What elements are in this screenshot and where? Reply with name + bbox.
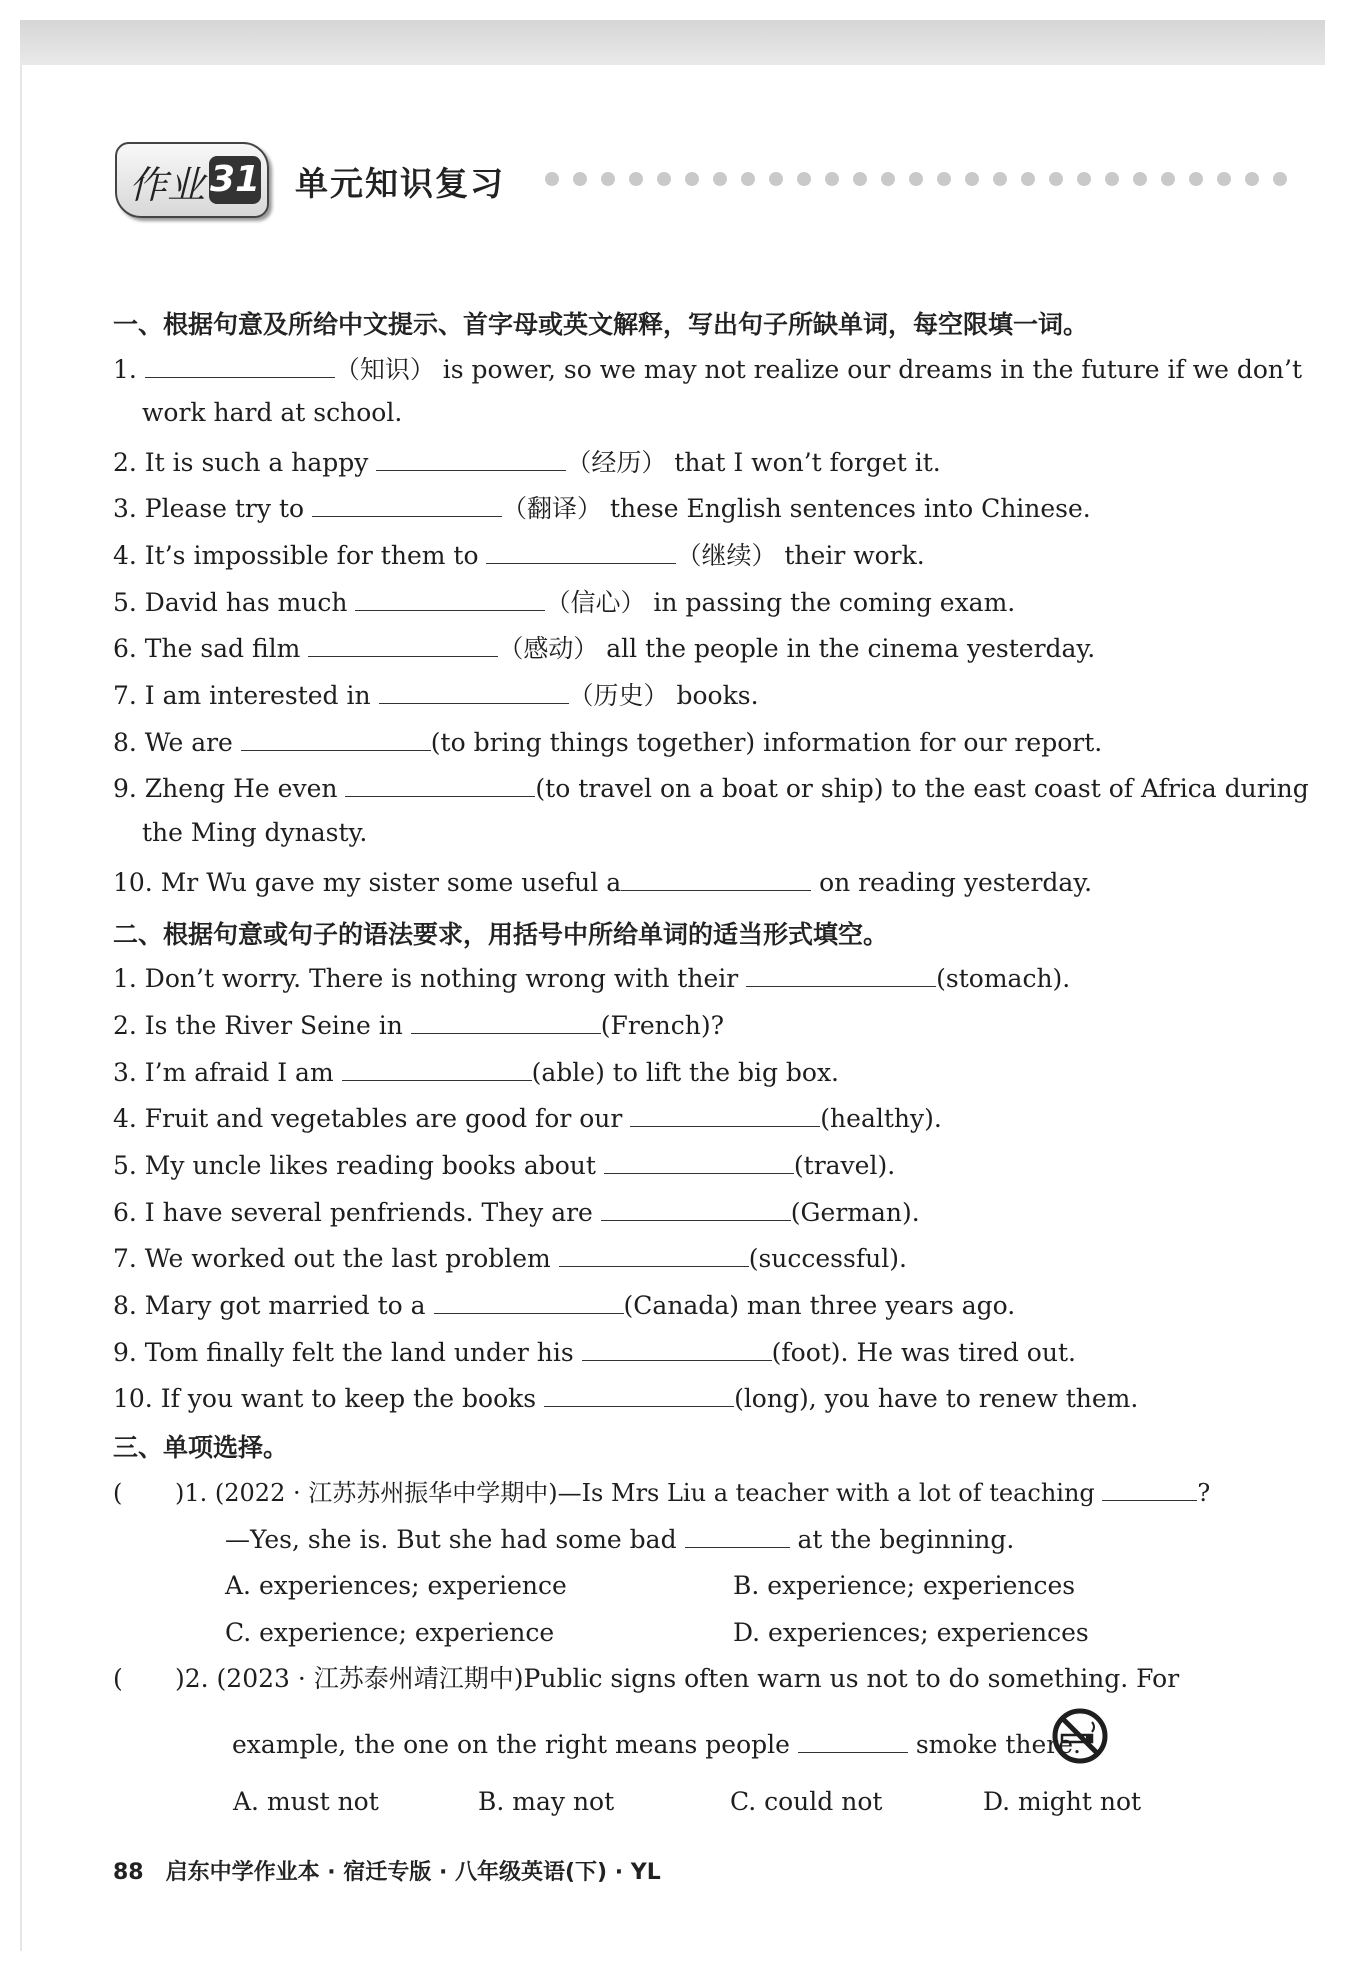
- option-d[interactable]: D. might not: [983, 1787, 1142, 1816]
- decorative-dots: [545, 172, 1325, 188]
- s1-question-5: 5. David has much （信心） in passing the coming exam.: [113, 584, 1278, 619]
- s2-question-10: 10. If you want to keep the books (long), you have to renew them.: [113, 1380, 1278, 1415]
- option-c[interactable]: C. experience; experience: [225, 1618, 555, 1647]
- page-number: 88: [113, 1860, 144, 1885]
- answer-blank[interactable]: [630, 1100, 820, 1127]
- page-top-shadow: [20, 20, 1325, 65]
- dot: [601, 172, 615, 186]
- s1-question-9: 9. Zheng He even (to travel on a boat or ship) to the east coast of Africa during: [113, 770, 1278, 805]
- answer-blank[interactable]: [145, 351, 335, 378]
- answer-blank[interactable]: [241, 724, 431, 751]
- answer-blank[interactable]: [559, 1240, 749, 1267]
- answer-blank[interactable]: [544, 1380, 734, 1407]
- option-c[interactable]: C. could not: [730, 1787, 883, 1816]
- option-d[interactable]: D. experiences; experiences: [733, 1618, 1089, 1647]
- option-b[interactable]: B. experience; experiences: [733, 1571, 1076, 1600]
- dot: [769, 172, 783, 186]
- dot: [797, 172, 811, 186]
- dot: [1217, 172, 1231, 186]
- dot: [573, 172, 587, 186]
- dot: [1245, 172, 1259, 186]
- answer-blank[interactable]: [308, 630, 498, 657]
- section1-heading: 一、根据句意及所给中文提示、首字母或英文解释，写出句子所缺单词，每空限填一词。: [113, 310, 1089, 339]
- answer-blank[interactable]: [355, 584, 545, 611]
- s1-question-1: 1. （知识） is power, so we may not realize our dreams in the future if we don’t: [113, 351, 1278, 386]
- dot: [657, 172, 671, 186]
- badge-label: 作业: [129, 163, 206, 207]
- s2-question-8: 8. Mary got married to a (Canada) man three years ago.: [113, 1287, 1278, 1322]
- s3-question-1-reply: —Yes, she is. But she had some bad at the beginning.: [225, 1521, 1014, 1556]
- s2-question-9: 9. Tom finally felt the land under his (foot). He was tired out.: [113, 1334, 1278, 1369]
- dot: [853, 172, 867, 186]
- answer-blank[interactable]: [434, 1287, 624, 1314]
- s3-question-2: ( )2. (2023 · 江苏泰州靖江期中)Public signs often warn us not to do something. For: [113, 1664, 1180, 1693]
- option-b[interactable]: B. may not: [478, 1787, 615, 1816]
- answer-blank[interactable]: [685, 1521, 790, 1548]
- dot: [685, 172, 699, 186]
- s1-question-4: 4. It’s impossible for them to （继续） their work.: [113, 537, 1278, 572]
- s2-question-6: 6. I have several penfriends. They are (German).: [113, 1194, 1278, 1229]
- s1-question-2: 2. It is such a happy （经历） that I won’t forget it.: [113, 444, 1278, 479]
- s1-question-6: 6. The sad film （感动） all the people in the cinema yesterday.: [113, 630, 1278, 665]
- answer-paren[interactable]: (: [113, 1664, 123, 1693]
- answer-blank[interactable]: [1102, 1474, 1197, 1501]
- answer-blank[interactable]: [798, 1726, 908, 1753]
- answer-blank[interactable]: [601, 1194, 791, 1221]
- page-title: 单元知识复习: [295, 164, 505, 203]
- s3-question-2-cont: example, the one on the right means people smoke there.: [232, 1726, 1081, 1761]
- answer-blank[interactable]: [312, 490, 502, 517]
- dot: [629, 172, 643, 186]
- option-a[interactable]: A. experiences; experience: [225, 1571, 567, 1600]
- s2-question-2: 2. Is the River Seine in (French)?: [113, 1007, 1278, 1042]
- answer-blank[interactable]: [582, 1334, 772, 1361]
- dot: [881, 172, 895, 186]
- dot: [909, 172, 923, 186]
- dot: [1161, 172, 1175, 186]
- dot: [825, 172, 839, 186]
- answer-blank[interactable]: [486, 537, 676, 564]
- dot: [937, 172, 951, 186]
- section3-heading: 三、单项选择。: [113, 1433, 289, 1462]
- dot: [1105, 172, 1119, 186]
- dot: [1049, 172, 1063, 186]
- s1-question-9-cont: the Ming dynasty.: [142, 818, 368, 847]
- answer-blank[interactable]: [604, 1147, 794, 1174]
- s3-question-1: ( )1. (2022 · 江苏苏州振华中学期中)—Is Mrs Liu a teacher with a lot of teaching ?: [113, 1474, 1278, 1509]
- dot: [1273, 172, 1287, 186]
- s2-question-4: 4. Fruit and vegetables are good for our (healthy).: [113, 1100, 1278, 1135]
- book-title: 启东中学作业本 · 宿迁专版 · 八年级英语(下) · YL: [165, 1860, 661, 1885]
- answer-blank[interactable]: [345, 770, 535, 797]
- dot: [1021, 172, 1035, 186]
- answer-paren[interactable]: (: [113, 1479, 123, 1507]
- option-a[interactable]: A. must not: [233, 1787, 379, 1816]
- answer-blank[interactable]: [621, 864, 811, 891]
- answer-blank[interactable]: [379, 677, 569, 704]
- dot: [965, 172, 979, 186]
- s1-question-7: 7. I am interested in （历史） books.: [113, 677, 1278, 712]
- s1-question-10: 10. Mr Wu gave my sister some useful a on reading yesterday.: [113, 864, 1278, 899]
- s1-question-8: 8. We are (to bring things together) information for our report.: [113, 724, 1278, 759]
- answer-blank[interactable]: [746, 960, 936, 987]
- dot: [545, 172, 559, 186]
- answer-blank[interactable]: [376, 444, 566, 471]
- dot: [1077, 172, 1091, 186]
- assignment-badge: [115, 142, 269, 218]
- s2-question-5: 5. My uncle likes reading books about (travel).: [113, 1147, 1278, 1182]
- dot: [993, 172, 1007, 186]
- s2-question-1: 1. Don’t worry. There is nothing wrong with their (stomach).: [113, 960, 1278, 995]
- s2-question-3: 3. I’m afraid I am (able) to lift the big box.: [113, 1054, 1278, 1089]
- badge-number: 31: [209, 156, 261, 204]
- no-smoking-icon: [1052, 1708, 1108, 1764]
- dot: [713, 172, 727, 186]
- section2-heading: 二、根据句意或句子的语法要求，用括号中所给单词的适当形式填空。: [113, 920, 889, 949]
- dot: [1133, 172, 1147, 186]
- s1-question-1-cont: work hard at school.: [142, 398, 403, 427]
- s2-question-7: 7. We worked out the last problem (successful).: [113, 1240, 1278, 1275]
- page-left-edge: [20, 65, 22, 1951]
- page-footer: [113, 1855, 661, 1886]
- answer-blank[interactable]: [411, 1007, 601, 1034]
- page-header: [115, 140, 1325, 225]
- dot: [741, 172, 755, 186]
- s1-question-3: 3. Please try to （翻译） these English sentences into Chinese.: [113, 490, 1278, 525]
- dot: [1189, 172, 1203, 186]
- answer-blank[interactable]: [342, 1054, 532, 1081]
